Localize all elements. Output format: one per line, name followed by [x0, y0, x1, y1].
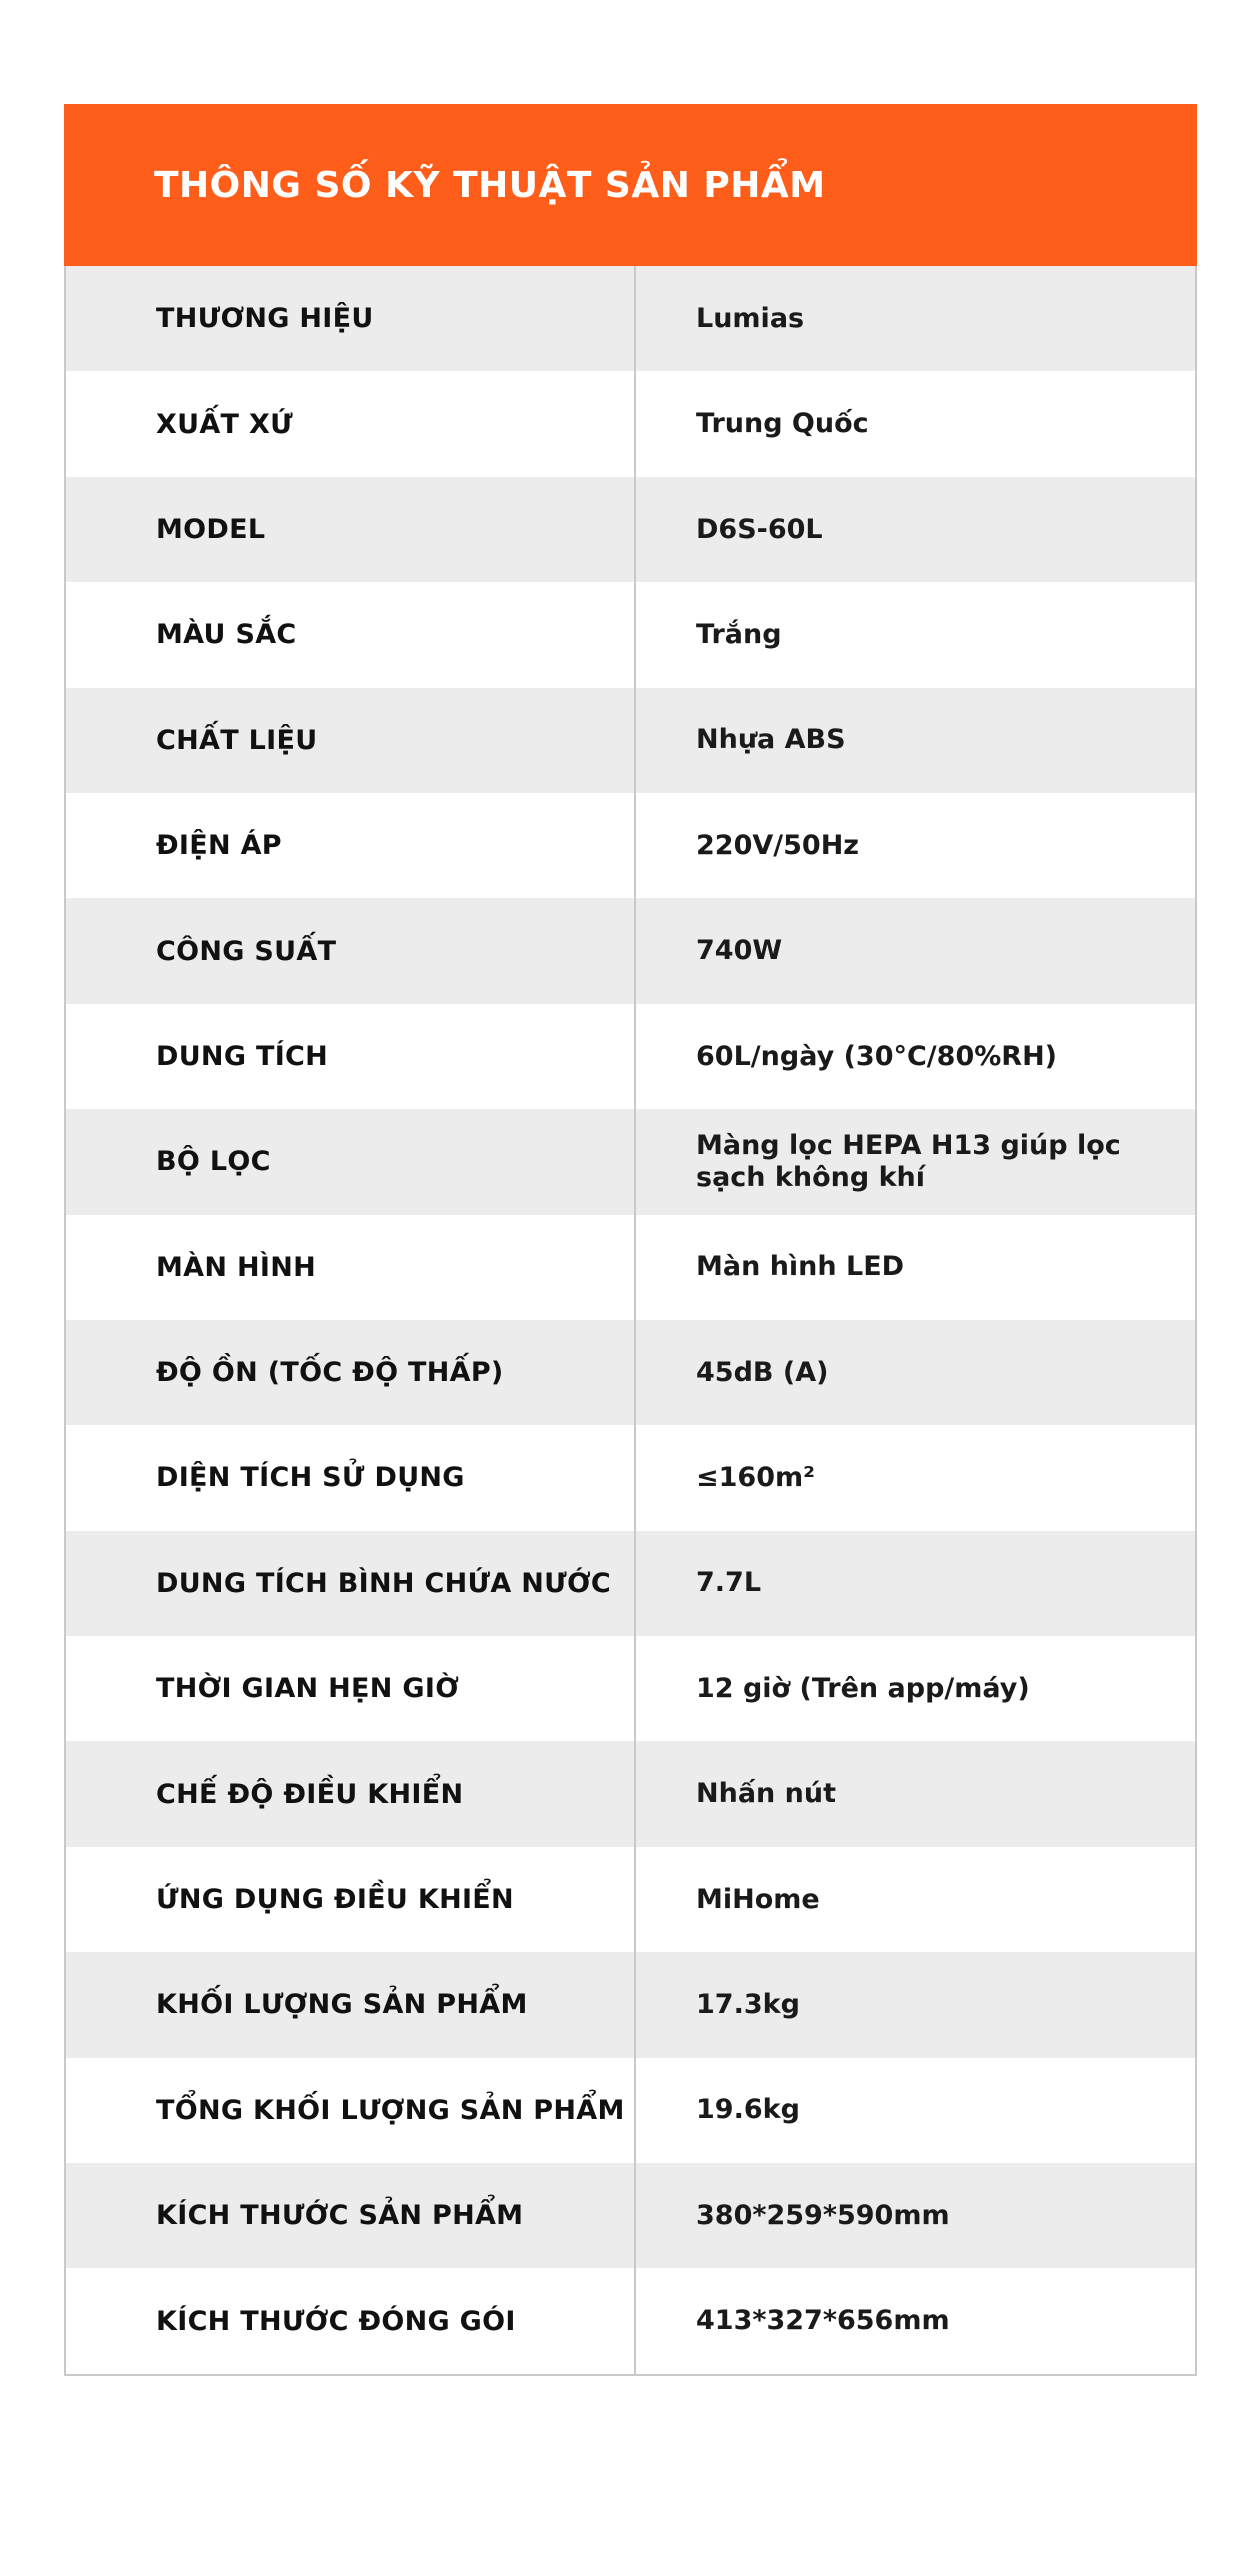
label-cell	[66, 1109, 636, 1214]
value-cell	[636, 1952, 1195, 2057]
spec-label: ĐỘ ỒN (TỐC ĐỘ THẤP)	[156, 1357, 504, 1389]
label-cell	[66, 1215, 636, 1320]
value-cell	[636, 1004, 1195, 1109]
label-cell	[66, 1320, 636, 1425]
spec-table	[64, 104, 1197, 2376]
value-cell	[636, 1847, 1195, 1952]
value-cell	[636, 2268, 1195, 2373]
label-cell	[66, 1741, 636, 1846]
table-row	[66, 2268, 1195, 2373]
spec-value: 19.6kg	[696, 2094, 800, 2126]
table-row	[66, 2163, 1195, 2268]
value-cell	[636, 1531, 1195, 1636]
value-cell	[636, 2163, 1195, 2268]
spec-label: ỨNG DỤNG ĐIỀU KHIỂN	[156, 1884, 514, 1916]
table-row	[66, 1004, 1195, 1109]
spec-label: CÔNG SUẤT	[156, 935, 337, 967]
value-cell	[636, 1215, 1195, 1320]
value-cell	[636, 1109, 1195, 1214]
spec-label: MÀN HÌNH	[156, 1251, 316, 1283]
spec-label: THỜI GIAN HẸN GIỜ	[156, 1673, 460, 1705]
spec-value: ≤160m²	[696, 1462, 815, 1494]
table-row	[66, 1215, 1195, 1320]
table-row	[66, 898, 1195, 1003]
value-cell	[636, 898, 1195, 1003]
spec-label: CHẤT LIỆU	[156, 724, 318, 756]
spec-value: 45dB (A)	[696, 1356, 829, 1388]
value-cell	[636, 1741, 1195, 1846]
table-row	[66, 582, 1195, 687]
table-row	[66, 1741, 1195, 1846]
label-cell	[66, 2058, 636, 2163]
label-cell	[66, 1952, 636, 2057]
label-cell	[66, 2268, 636, 2373]
value-cell	[636, 1320, 1195, 1425]
spec-value: D6S-60L	[696, 513, 823, 545]
table-row	[66, 1531, 1195, 1636]
label-cell	[66, 1531, 636, 1636]
spec-label: TỔNG KHỐI LƯỢNG SẢN PHẨM	[156, 2094, 625, 2126]
spec-value: Nhựa ABS	[696, 724, 846, 756]
table-row	[66, 1425, 1195, 1530]
label-cell	[66, 477, 636, 582]
spec-value: Nhấn nút	[696, 1778, 837, 1810]
label-cell	[66, 371, 636, 476]
table-row	[66, 2058, 1195, 2163]
spec-label: DIỆN TÍCH SỬ DỤNG	[156, 1462, 465, 1494]
label-cell	[66, 898, 636, 1003]
value-cell	[636, 793, 1195, 898]
spec-value: 740W	[696, 935, 783, 967]
spec-label: DUNG TÍCH	[156, 1040, 329, 1072]
spec-label: CHẾ ĐỘ ĐIỀU KHIỂN	[156, 1778, 464, 1810]
value-cell	[636, 266, 1195, 371]
table-row	[66, 1952, 1195, 2057]
table-row	[66, 793, 1195, 898]
value-cell	[636, 582, 1195, 687]
table-row	[66, 266, 1195, 371]
spec-label: MÀU SẮC	[156, 619, 297, 651]
spec-value: Trung Quốc	[696, 408, 869, 440]
spec-rows	[66, 266, 1195, 2374]
spec-label: DUNG TÍCH BÌNH CHỨA NƯỚC	[156, 1567, 612, 1599]
spec-label: BỘ LỌC	[156, 1146, 271, 1178]
label-cell	[66, 2163, 636, 2268]
spec-label: KÍCH THƯỚC ĐÓNG GÓI	[156, 2305, 516, 2337]
spec-label: THƯƠNG HIỆU	[156, 303, 374, 335]
spec-value: 7.7L	[696, 1567, 762, 1599]
spec-label: XUẤT XỨ	[156, 408, 293, 440]
spec-value: 17.3kg	[696, 1989, 800, 2021]
spec-value: 60L/ngày (30°C/80%RH)	[696, 1040, 1058, 1072]
spec-value: 12 giờ (Trên app/máy)	[696, 1672, 1030, 1704]
table-row	[66, 1320, 1195, 1425]
spec-label: KHỐI LƯỢNG SẢN PHẨM	[156, 1989, 528, 2021]
spec-value: 413*327*656mm	[696, 2305, 950, 2337]
label-cell	[66, 1847, 636, 1952]
value-cell	[636, 1636, 1195, 1741]
spec-label: KÍCH THƯỚC SẢN PHẨM	[156, 2200, 524, 2232]
spec-value: Trắng	[696, 618, 782, 650]
spec-value: 220V/50Hz	[696, 829, 860, 861]
label-cell	[66, 266, 636, 371]
value-cell	[636, 2058, 1195, 2163]
spec-value: 380*259*590mm	[696, 2199, 950, 2231]
label-cell	[66, 1425, 636, 1530]
table-row	[66, 1109, 1195, 1214]
table-row	[66, 1636, 1195, 1741]
label-cell	[66, 688, 636, 793]
label-cell	[66, 793, 636, 898]
label-cell	[66, 582, 636, 687]
label-cell	[66, 1004, 636, 1109]
spec-header	[64, 104, 1197, 266]
label-cell	[66, 1636, 636, 1741]
spec-title: THÔNG SỐ KỸ THUẬT SẢN PHẨM	[154, 164, 826, 206]
spec-value: MiHome	[696, 1883, 820, 1915]
spec-label: ĐIỆN ÁP	[156, 830, 282, 862]
value-cell	[636, 477, 1195, 582]
table-row	[66, 371, 1195, 476]
spec-value: Lumias	[696, 302, 805, 334]
table-row	[66, 688, 1195, 793]
value-cell	[636, 688, 1195, 793]
table-row	[66, 1847, 1195, 1952]
value-cell	[636, 371, 1195, 476]
value-cell	[636, 1425, 1195, 1530]
spec-value: Màng lọc HEPA H13 giúp lọc sạch không khí	[696, 1129, 1121, 1193]
table-row	[66, 477, 1195, 582]
spec-value: Màn hình LED	[696, 1251, 905, 1283]
spec-label: MODEL	[156, 513, 266, 545]
